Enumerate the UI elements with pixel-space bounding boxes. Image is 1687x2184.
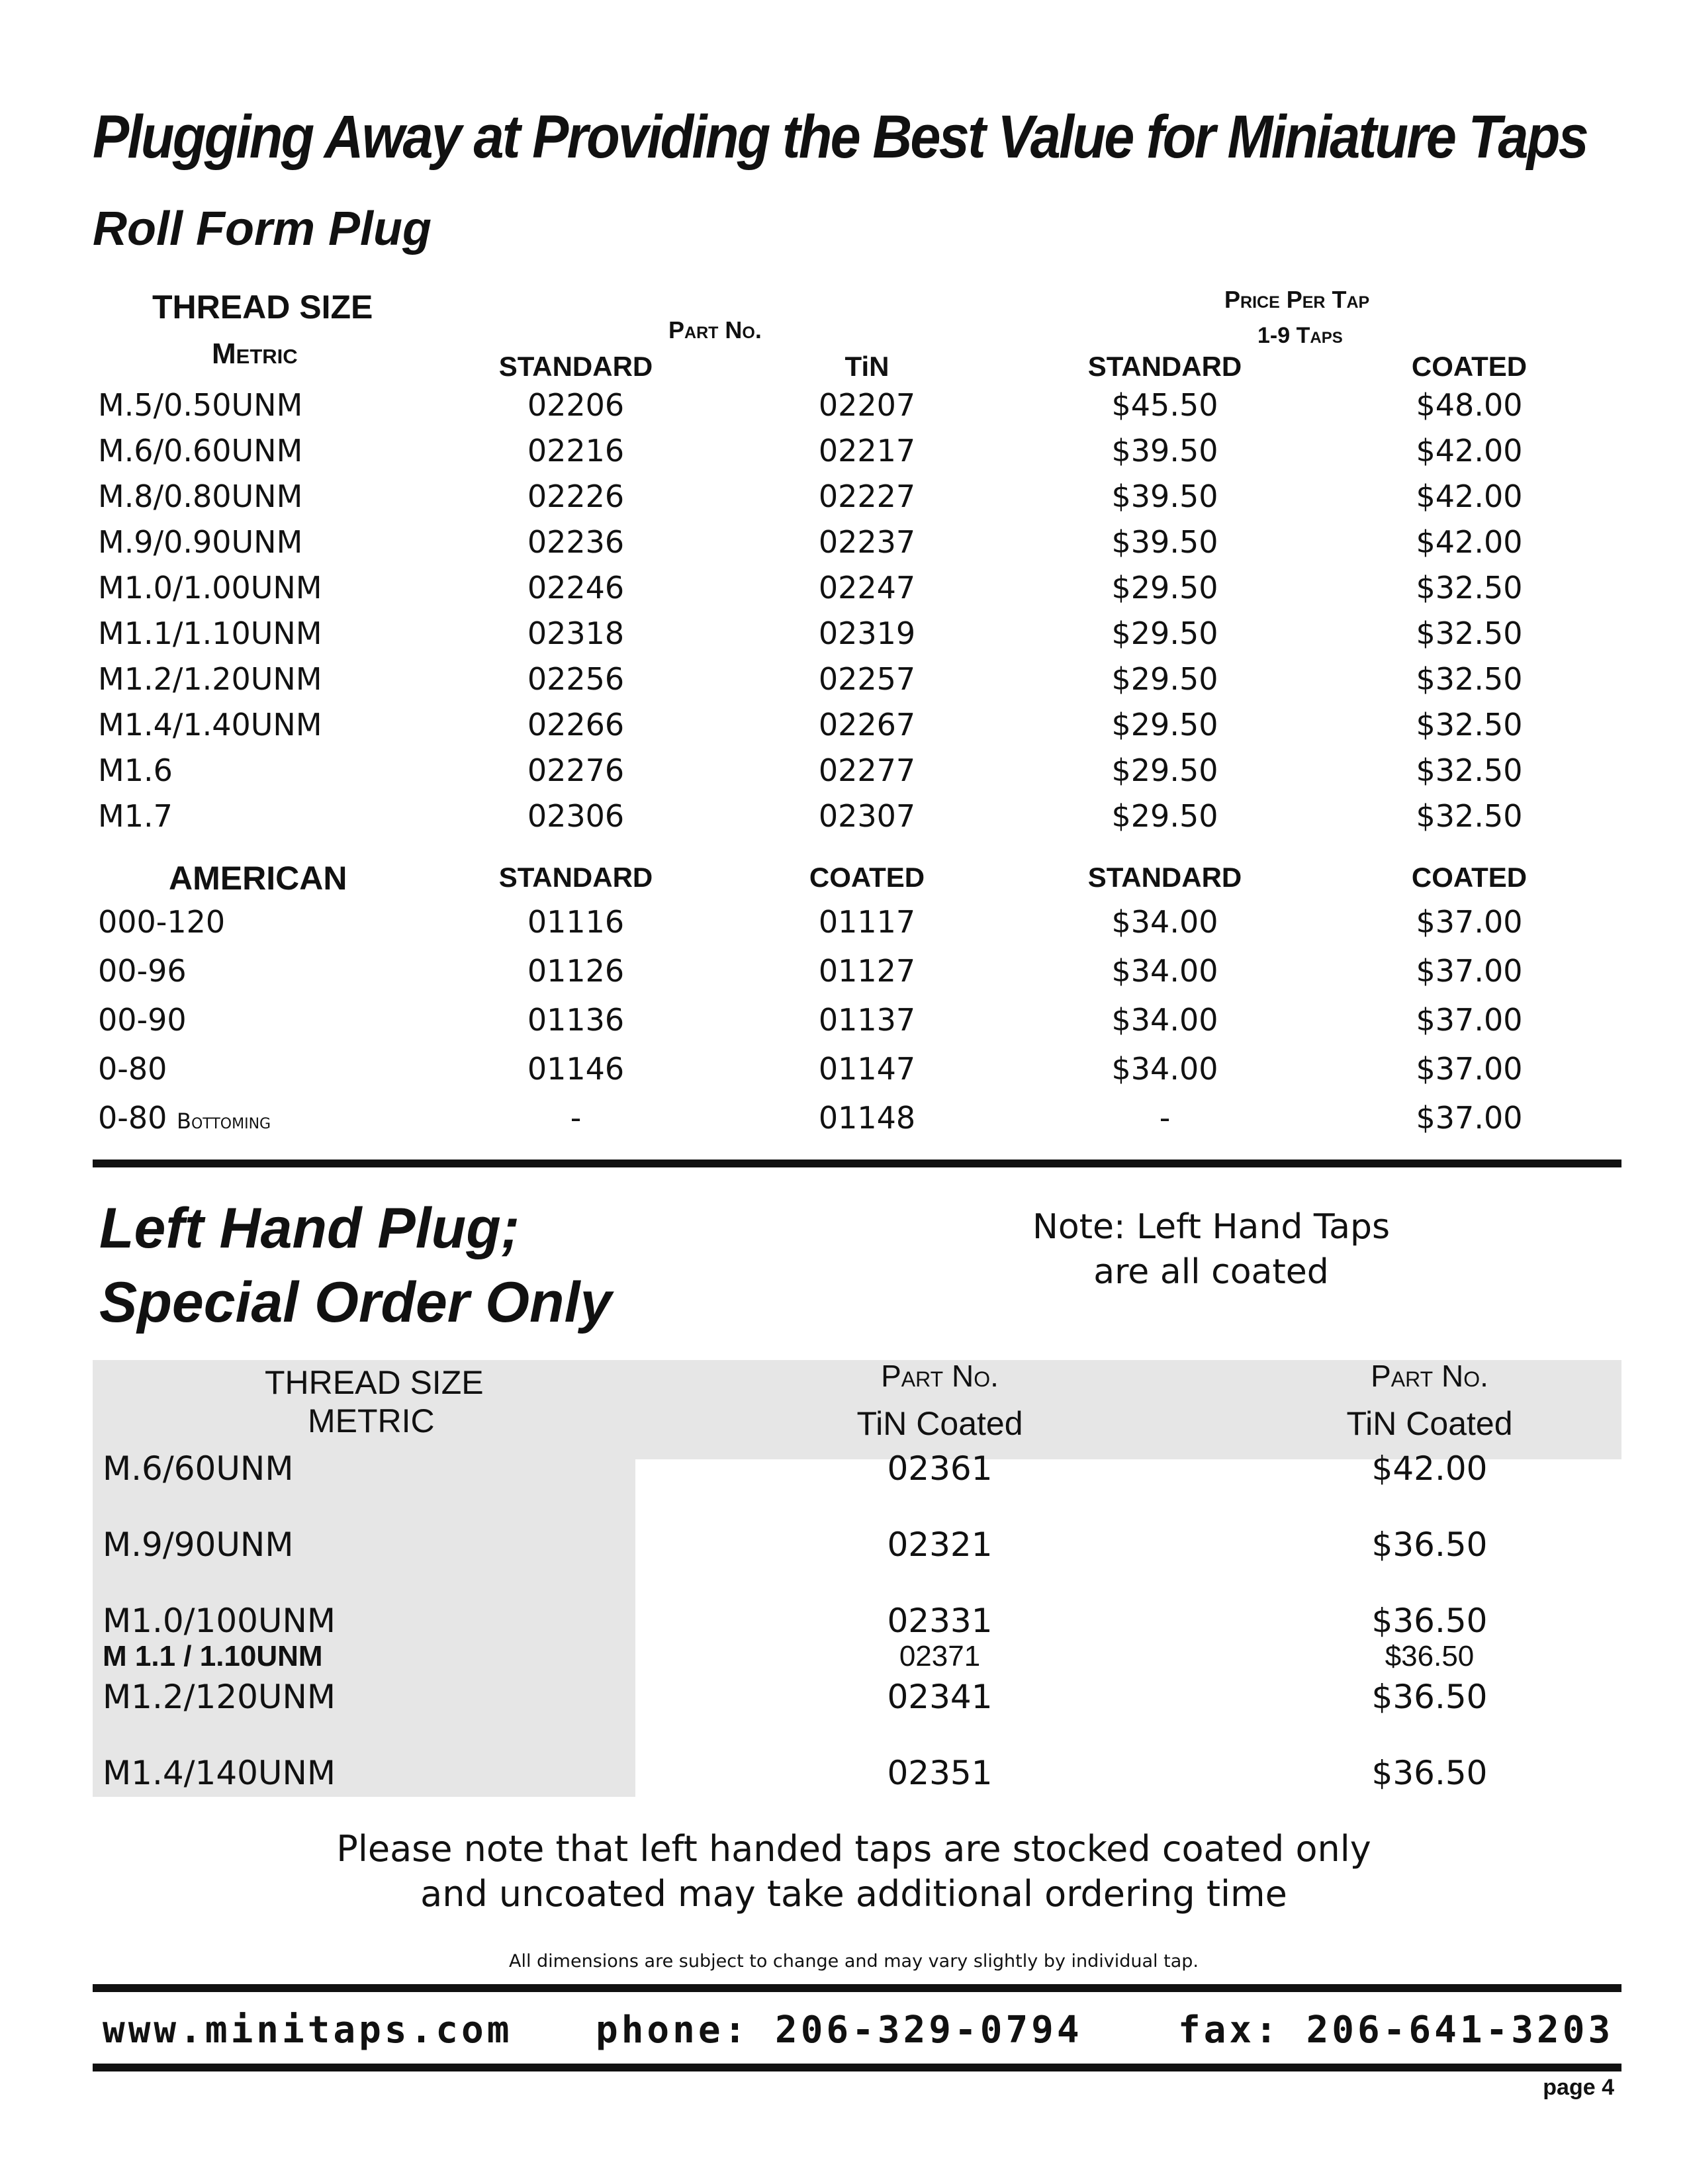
lh-price-part-no-header: Part No. — [1371, 1359, 1488, 1393]
bottoming-size-main: 0-80 — [98, 1100, 177, 1136]
lh-part: 02361 — [887, 1449, 993, 1488]
metric-price-coated: $42.00 — [1416, 433, 1523, 469]
metric-part-tin: 02237 — [818, 524, 916, 560]
metric-part-standard: 02276 — [527, 752, 625, 788]
lh-part-no-header: Part No. — [881, 1359, 999, 1393]
footer-phone: phone: 206-329-0794 — [596, 2009, 1083, 2052]
lh-price: $36.50 — [1371, 1678, 1488, 1716]
closing-note-line2: and uncoated may take additional ordering time — [420, 1873, 1287, 1915]
metric-part-standard: 02246 — [527, 570, 625, 606]
american-price-coated: $37.00 — [1416, 1051, 1523, 1087]
lh-size: M 1.1 / 1.10UNM — [103, 1640, 323, 1672]
metric-price-coated: $32.50 — [1416, 661, 1523, 697]
bottoming-part-coated: 01148 — [818, 1100, 916, 1136]
lh-part: 02331 — [887, 1602, 993, 1640]
lh-thread-size-header: THREAD SIZE — [265, 1364, 484, 1401]
american-col-standard: STANDARD — [498, 862, 653, 893]
metric-price-coated: $32.50 — [1416, 798, 1523, 834]
american-price-standard: $34.00 — [1111, 953, 1218, 989]
page-title: Plugging Away at Providing the Best Value for Miniature Taps — [93, 103, 1587, 171]
metric-size: M1.1/1.10UNM — [98, 615, 322, 651]
col-header-price-coated: COATED — [1411, 351, 1527, 382]
lh-size: M1.2/120UNM — [103, 1678, 336, 1716]
metric-size: M1.2/1.20UNM — [98, 661, 322, 697]
metric-part-tin: 02227 — [818, 478, 916, 514]
metric-part-standard: 02206 — [527, 387, 625, 423]
bottoming-size — [98, 1100, 271, 1136]
metric-part-tin: 02217 — [818, 433, 916, 469]
metric-price-coated: $32.50 — [1416, 615, 1523, 651]
metric-part-standard: 02236 — [527, 524, 625, 560]
metric-price-standard: $29.50 — [1111, 752, 1218, 788]
metric-part-tin: 02267 — [818, 707, 916, 743]
metric-price-standard: $29.50 — [1111, 798, 1218, 834]
metric-part-standard: 02266 — [527, 707, 625, 743]
american-price-coated: $37.00 — [1416, 904, 1523, 940]
metric-price-standard: $29.50 — [1111, 661, 1218, 697]
section-divider — [93, 1160, 1621, 1167]
metric-size: M1.0/1.00UNM — [98, 570, 322, 606]
american-part-standard: 01116 — [527, 904, 625, 940]
metric-part-standard: 02318 — [527, 615, 625, 651]
american-price-standard: $34.00 — [1111, 1002, 1218, 1038]
metric-price-coated: $48.00 — [1416, 387, 1523, 423]
left-hand-title-line1: Left Hand Plug; — [99, 1197, 520, 1260]
lh-price: $36.50 — [1371, 1525, 1488, 1564]
metric-header: Metric — [212, 338, 298, 370]
lh-size: M1.4/140UNM — [103, 1754, 336, 1792]
american-part-coated: 01137 — [818, 1002, 916, 1038]
metric-size: M1.6 — [98, 752, 173, 788]
metric-price-standard: $29.50 — [1111, 615, 1218, 651]
lh-part: 02321 — [887, 1525, 993, 1564]
metric-price-standard: $29.50 — [1111, 707, 1218, 743]
price-per-tap-header: Price Per Tap — [1224, 286, 1370, 313]
lh-size: M1.0/100UNM — [103, 1602, 336, 1640]
left-hand-closing-note — [199, 1827, 1509, 1917]
part-no-header: Part No. — [668, 316, 762, 343]
lh-price-tin-coated-header: TiN Coated — [1346, 1405, 1513, 1442]
american-price-coated: $37.00 — [1416, 1002, 1523, 1038]
left-hand-note-line2: are all coated — [1093, 1252, 1329, 1292]
lh-price: $36.50 — [1371, 1754, 1488, 1792]
lh-part: 02351 — [887, 1754, 993, 1792]
metric-size: M.8/0.80UNM — [98, 478, 303, 514]
metric-part-standard: 02226 — [527, 478, 625, 514]
disclaimer: All dimensions are subject to change and may vary slightly by individual tap. — [508, 1951, 1199, 1972]
american-part-standard: 01126 — [527, 953, 625, 989]
footer-rule-bottom — [93, 2064, 1621, 2071]
metric-price-coated: $32.50 — [1416, 752, 1523, 788]
lh-size: M.9/90UNM — [103, 1525, 294, 1564]
american-part-coated: 01117 — [818, 904, 916, 940]
metric-part-tin: 02319 — [818, 615, 916, 651]
page-number: page 4 — [1543, 2075, 1614, 2100]
bottoming-price-coated: $37.00 — [1416, 1100, 1523, 1136]
metric-part-tin: 02247 — [818, 570, 916, 606]
american-part-coated: 01127 — [818, 953, 916, 989]
metric-price-standard: $45.50 — [1111, 387, 1218, 423]
footer-website: www.minitaps.com — [103, 2009, 513, 2052]
metric-part-standard: 02256 — [527, 661, 625, 697]
price-qty-header: 1-9 Taps — [1257, 323, 1343, 348]
american-size: 00-90 — [98, 1002, 187, 1038]
bottoming-part-standard: - — [570, 1100, 582, 1136]
metric-size: M.5/0.50UNM — [98, 387, 303, 423]
metric-price-standard: $39.50 — [1111, 524, 1218, 560]
metric-price-coated: $42.00 — [1416, 478, 1523, 514]
american-price-standard: $34.00 — [1111, 1051, 1218, 1087]
left-hand-title-line2: Special Order Only — [99, 1271, 612, 1334]
american-col-price-standard: STANDARD — [1087, 862, 1242, 893]
american-part-standard: 01146 — [527, 1051, 625, 1087]
lh-size: M.6/60UNM — [103, 1449, 294, 1488]
col-header-standard: STANDARD — [498, 351, 653, 382]
lh-price: $36.50 — [1371, 1602, 1488, 1640]
metric-price-coated: $32.50 — [1416, 707, 1523, 743]
lh-tin-coated-header: TiN Coated — [856, 1405, 1023, 1442]
american-size: 00-96 — [98, 953, 187, 989]
lh-price: $42.00 — [1371, 1449, 1488, 1488]
metric-part-tin: 02307 — [818, 798, 916, 834]
thread-size-header: THREAD SIZE — [152, 289, 373, 326]
lh-price: $36.50 — [1385, 1640, 1475, 1672]
section-title-roll-form-plug: Roll Form Plug — [93, 203, 432, 255]
american-col-price-coated: COATED — [1411, 862, 1527, 893]
american-size: 000-120 — [98, 904, 226, 940]
american-header: AMERICAN — [169, 860, 347, 897]
american-size: 0-80 — [98, 1051, 167, 1087]
footer-rule-top — [93, 1984, 1621, 1992]
lh-part: 02341 — [887, 1678, 993, 1716]
metric-price-coated: $32.50 — [1416, 570, 1523, 606]
american-price-standard: $34.00 — [1111, 904, 1218, 940]
closing-note-line1: Please note that left handed taps are stocked coated only — [336, 1828, 1371, 1870]
col-header-tin: TiN — [844, 351, 889, 382]
left-hand-title — [99, 1191, 612, 1340]
american-part-coated: 01147 — [818, 1051, 916, 1087]
metric-part-standard: 02216 — [527, 433, 625, 469]
metric-price-standard: $39.50 — [1111, 478, 1218, 514]
left-hand-note — [980, 1205, 1443, 1295]
metric-size: M1.7 — [98, 798, 173, 834]
metric-part-standard: 02306 — [527, 798, 625, 834]
lh-metric-header: METRIC — [308, 1402, 435, 1439]
footer-fax: fax: 206-641-3203 — [1178, 2009, 1614, 2052]
bottoming-size-suffix: Bottoming — [177, 1109, 271, 1134]
metric-price-standard: $39.50 — [1111, 433, 1218, 469]
left-hand-note-line1: Note: Left Hand Taps — [1032, 1207, 1391, 1247]
metric-size: M.6/0.60UNM — [98, 433, 303, 469]
metric-part-tin: 02207 — [818, 387, 916, 423]
american-col-coated: COATED — [809, 862, 925, 893]
bottoming-price-standard: - — [1159, 1100, 1171, 1136]
col-header-price-standard: STANDARD — [1087, 351, 1242, 382]
metric-size: M.9/0.90UNM — [98, 524, 303, 560]
metric-part-tin: 02257 — [818, 661, 916, 697]
metric-size: M1.4/1.40UNM — [98, 707, 322, 743]
american-part-standard: 01136 — [527, 1002, 625, 1038]
lh-part: 02371 — [899, 1640, 981, 1672]
metric-part-tin: 02277 — [818, 752, 916, 788]
american-price-coated: $37.00 — [1416, 953, 1523, 989]
metric-price-standard: $29.50 — [1111, 570, 1218, 606]
metric-price-coated: $42.00 — [1416, 524, 1523, 560]
